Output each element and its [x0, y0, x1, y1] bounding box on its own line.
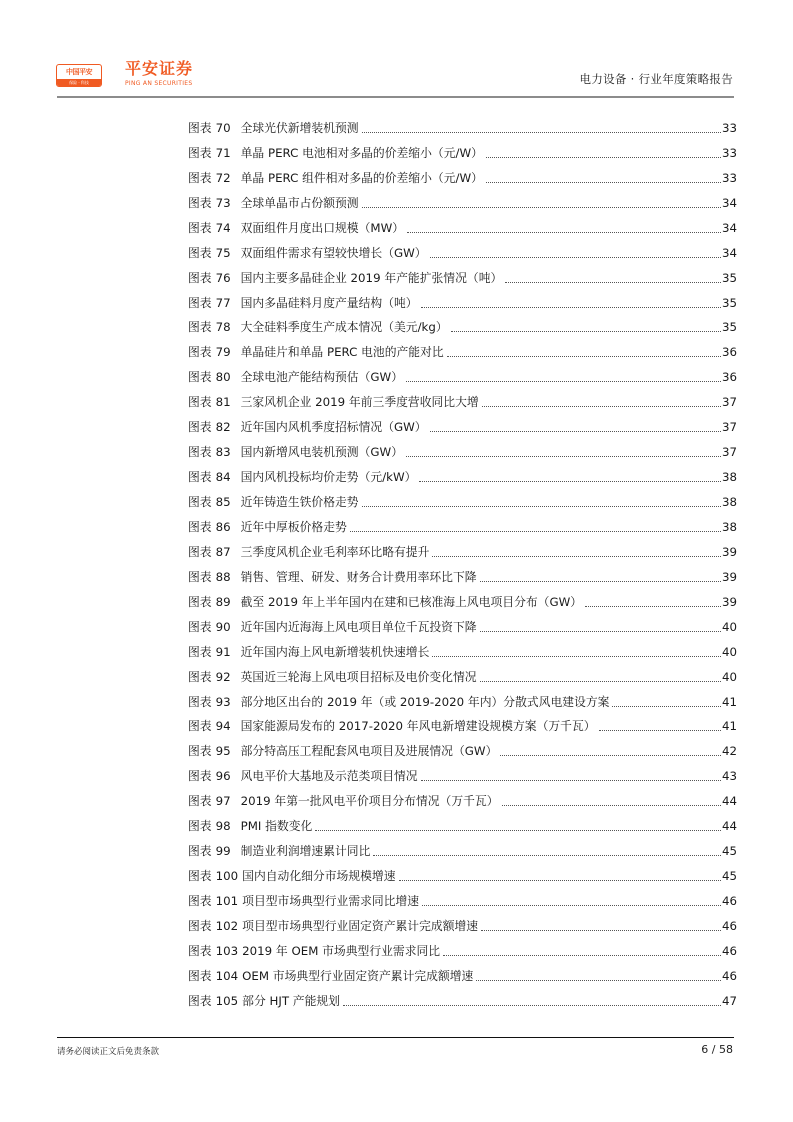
dot-leader: [343, 1004, 721, 1006]
toc-entry-title: 全球光伏新增装机预测: [240, 120, 359, 135]
dot-leader: [480, 630, 721, 632]
toc-entry-label: 图表: [188, 495, 212, 509]
dot-leader: [407, 231, 721, 233]
toc-entry-title: 英国近三轮海上风电项目招标及电价变化情况: [240, 669, 477, 684]
toc-entry-label: 图表: [188, 943, 212, 958]
toc-entry-title: 近年铸造生铁价格走势: [240, 495, 359, 509]
toc-entry[interactable]: [188, 687, 737, 712]
dot-leader: [505, 281, 721, 283]
toc-entry-label: 图表: [188, 844, 212, 859]
toc-entry-title: 全球单晶市占份额预测: [240, 195, 359, 210]
dot-leader: [612, 705, 721, 707]
toc-entry[interactable]: [188, 761, 737, 786]
toc-entry-number: 105: [215, 993, 239, 1008]
toc-entry[interactable]: [188, 288, 737, 313]
toc-entry-title: 近年中厚板价格走势: [240, 519, 347, 534]
toc-entry-page: 45: [721, 869, 737, 884]
toc-entry[interactable]: [188, 562, 737, 587]
toc-entry-title: 部分 HJT 产能规划: [242, 993, 340, 1008]
toc-entry-number: 83: [215, 445, 231, 460]
toc-entry-label: 图表: [188, 594, 212, 609]
toc-entry-title: 单晶 PERC 电池相对多晶的价差缩小（元/W）: [240, 145, 483, 160]
toc-entry[interactable]: [188, 263, 737, 288]
toc-entry-title: 项目型市场典型行业需求同比增速: [242, 894, 420, 908]
dot-leader: [362, 206, 721, 208]
toc-entry-page: 35: [721, 295, 737, 310]
toc-entry[interactable]: [188, 736, 737, 761]
toc-entry-label: 图表: [188, 295, 212, 310]
toc-entry-number: 75: [215, 245, 231, 260]
toc-entry[interactable]: [188, 362, 737, 387]
toc-entry-number: 84: [215, 470, 231, 485]
toc-entry-label: 图表: [188, 894, 212, 908]
dot-leader: [482, 405, 721, 407]
toc-entry-title: 近年国内风机季度招标情况（GW）: [240, 420, 427, 435]
toc-entry-number: 102: [215, 918, 239, 933]
toc-entry[interactable]: [188, 911, 737, 936]
dot-leader: [480, 580, 721, 582]
toc-entry-page: 41: [721, 719, 737, 734]
toc-entry-page: 39: [721, 544, 737, 559]
toc-entry[interactable]: [188, 487, 737, 512]
toc-entry-label: 图表: [188, 245, 212, 260]
toc-entry-label: 图表: [188, 869, 212, 884]
toc-entry[interactable]: [188, 836, 737, 861]
toc-entry-number: 77: [215, 295, 231, 310]
toc-entry[interactable]: [188, 662, 737, 687]
toc-entry-title: 国家能源局发布的 2017-2020 年风电新增建设规模方案（万千瓦）: [240, 719, 596, 734]
toc-entry-number: 95: [215, 744, 231, 759]
toc-entry-number: 79: [215, 345, 231, 360]
toc-entry-page: 37: [721, 420, 737, 435]
toc-entry[interactable]: [188, 861, 737, 886]
toc-entry-label: 图表: [188, 794, 212, 809]
toc-entry-page: 47: [721, 993, 737, 1008]
dot-leader: [430, 430, 721, 432]
toc-entry-title: 国内新增风电装机预测（GW）: [240, 445, 403, 460]
dot-leader: [399, 879, 721, 881]
toc-entry-number: 98: [215, 819, 231, 834]
toc-entry[interactable]: [188, 886, 737, 911]
dot-leader: [406, 380, 721, 382]
dot-leader: [447, 355, 721, 357]
toc-entry-page: 33: [721, 170, 737, 185]
toc-entry-title: 单晶硅片和单晶 PERC 电池的产能对比: [240, 345, 444, 360]
report-title: 电力设备 · 行业年度策略报告: [579, 72, 733, 86]
toc-entry-title: 2019 年 OEM 市场典型行业需求同比: [242, 943, 441, 958]
toc-entry-page: 46: [721, 918, 737, 933]
toc-entry-label: 图表: [188, 619, 212, 634]
toc-entry-label: 图表: [188, 569, 212, 584]
toc-entry-label: 图表: [188, 769, 212, 784]
toc-entry-page: 44: [721, 819, 737, 834]
toc-entry-label: 图表: [188, 519, 212, 534]
toc-entry-label: 图表: [188, 170, 212, 185]
toc-entry-label: 图表: [188, 993, 212, 1008]
toc-entry-page: 33: [721, 120, 737, 135]
toc-entry-title: 全球电池产能结构预估（GW）: [240, 370, 403, 385]
toc-entry-page: 34: [721, 220, 737, 235]
dot-leader: [599, 729, 721, 731]
dot-leader: [362, 505, 721, 507]
brand-name-en: PING AN SECURITIES: [125, 80, 193, 87]
brand-logo: [125, 60, 193, 88]
pingan-logo-mark: [56, 64, 102, 87]
figure-list: [188, 113, 737, 1011]
toc-entry-label: 图表: [188, 320, 212, 335]
toc-entry-page: 46: [721, 894, 737, 908]
toc-entry-page: 37: [721, 445, 737, 460]
toc-entry-label: 图表: [188, 918, 212, 933]
toc-entry[interactable]: [188, 313, 737, 338]
toc-entry-title: 双面组件月度出口规模（MW）: [240, 220, 405, 235]
toc-entry-label: 图表: [188, 744, 212, 759]
toc-entry-page: 43: [721, 769, 737, 784]
toc-entry[interactable]: [188, 811, 737, 836]
dot-leader: [443, 954, 721, 956]
toc-entry[interactable]: [188, 138, 737, 163]
toc-entry-page: 42: [721, 744, 737, 759]
toc-entry-number: 96: [215, 769, 231, 784]
toc-entry-page: 40: [721, 619, 737, 634]
toc-entry-label: 图表: [188, 395, 212, 410]
toc-entry-number: 85: [215, 495, 231, 509]
toc-entry-title: PMI 指数变化: [240, 819, 313, 834]
dot-leader: [422, 904, 721, 906]
toc-entry[interactable]: [188, 537, 737, 562]
toc-entry-page: 35: [721, 320, 737, 335]
toc-entry-label: 图表: [188, 220, 212, 235]
dot-leader: [421, 779, 721, 781]
toc-entry-label: 图表: [188, 370, 212, 385]
toc-entry[interactable]: [188, 387, 737, 412]
toc-entry-label: 图表: [188, 195, 212, 210]
toc-entry[interactable]: [188, 337, 737, 362]
toc-entry-page: 39: [721, 594, 737, 609]
toc-entry-title: 双面组件需求有望较快增长（GW）: [240, 245, 427, 260]
toc-entry-label: 图表: [188, 819, 212, 834]
dot-leader: [502, 804, 721, 806]
toc-entry-label: 图表: [188, 420, 212, 435]
toc-entry-title: 国内主要多晶硅企业 2019 年产能扩张情况（吨）: [240, 270, 503, 285]
toc-entry-number: 78: [215, 320, 231, 335]
toc-entry-number: 82: [215, 420, 231, 435]
toc-entry-label: 图表: [188, 719, 212, 734]
toc-entry-number: 101: [215, 894, 239, 908]
toc-entry-number: 86: [215, 519, 231, 534]
dot-leader: [486, 181, 721, 183]
toc-entry[interactable]: [188, 986, 737, 1011]
toc-entry[interactable]: [188, 188, 737, 213]
toc-entry[interactable]: [188, 238, 737, 263]
toc-entry-title: 2019 年第一批风电平价项目分布情况（万千瓦）: [240, 794, 499, 809]
toc-entry-number: 87: [215, 544, 231, 559]
toc-entry-label: 图表: [188, 694, 212, 709]
toc-entry-label: 图表: [188, 120, 212, 135]
dot-leader: [432, 555, 721, 557]
toc-entry-number: 91: [215, 644, 231, 659]
toc-entry-number: 71: [215, 145, 231, 160]
toc-entry-page: 45: [721, 844, 737, 859]
toc-entry-page: 33: [721, 145, 737, 160]
toc-entry-page: 40: [721, 644, 737, 659]
toc-entry-title: 销售、管理、研发、财务合计费用率环比下降: [240, 569, 477, 584]
dot-leader: [451, 330, 721, 332]
toc-entry-label: 图表: [188, 968, 212, 983]
toc-entry-label: 图表: [188, 145, 212, 160]
toc-entry-page: 38: [721, 495, 737, 509]
toc-entry-number: 72: [215, 170, 231, 185]
dot-leader: [500, 754, 721, 756]
toc-entry-page: 46: [721, 968, 737, 983]
dot-leader: [486, 156, 721, 158]
toc-entry-title: 部分特高压工程配套风电项目及进展情况（GW）: [240, 744, 498, 759]
dot-leader: [373, 854, 721, 856]
toc-entry-label: 图表: [188, 270, 212, 285]
toc-entry-number: 93: [215, 694, 231, 709]
toc-entry-number: 99: [215, 844, 231, 859]
toc-entry-page: 35: [721, 270, 737, 285]
toc-entry-number: 88: [215, 569, 231, 584]
dot-leader: [350, 530, 721, 532]
toc-entry-number: 76: [215, 270, 231, 285]
toc-entry[interactable]: [188, 612, 737, 637]
toc-entry-title: 风电平价大基地及示范类项目情况: [240, 769, 418, 784]
toc-entry[interactable]: [188, 412, 737, 437]
toc-entry-number: 100: [215, 869, 239, 884]
toc-entry-title: 国内多晶硅料月度产量结构（吨）: [240, 295, 418, 310]
brand-name-cn: 平安证券: [125, 59, 194, 78]
toc-entry-page: 37: [721, 395, 737, 410]
toc-entry-label: 图表: [188, 445, 212, 460]
logo-mark-bottom-text: 保险 · 科技: [57, 79, 101, 86]
toc-entry-page: 34: [721, 245, 737, 260]
toc-entry-page: 36: [721, 345, 737, 360]
toc-entry-label: 图表: [188, 669, 212, 684]
toc-entry-page: 41: [721, 694, 737, 709]
toc-entry-label: 图表: [188, 644, 212, 659]
toc-entry-title: OEM 市场典型行业固定资产累计完成额增速: [242, 968, 474, 983]
dot-leader: [585, 605, 721, 607]
toc-entry-page: 40: [721, 669, 737, 684]
toc-entry-label: 图表: [188, 345, 212, 360]
logo-mark-top-text: 中国平安: [66, 68, 92, 76]
page-indicator: 6 / 58: [701, 1043, 733, 1056]
toc-entry-title: 单晶 PERC 组件相对多晶的价差缩小（元/W）: [240, 170, 483, 185]
toc-entry-label: 图表: [188, 470, 212, 485]
toc-entry[interactable]: [188, 462, 737, 487]
toc-entry-page: 39: [721, 569, 737, 584]
dot-leader: [406, 455, 721, 457]
toc-entry-number: 74: [215, 220, 231, 235]
toc-entry-page: 38: [721, 519, 737, 534]
toc-entry[interactable]: [188, 712, 737, 737]
toc-entry-number: 73: [215, 195, 231, 210]
toc-entry-number: 92: [215, 669, 231, 684]
toc-entry[interactable]: [188, 512, 737, 537]
toc-entry[interactable]: [188, 936, 737, 961]
toc-entry-title: 截至 2019 年上半年国内在建和已核准海上风电项目分布（GW）: [240, 594, 583, 609]
dot-leader: [481, 929, 721, 931]
page-header: [0, 0, 793, 100]
toc-entry-number: 97: [215, 794, 231, 809]
toc-entry-title: 部分地区出台的 2019 年（或 2019-2020 年内）分散式风电建设方案: [240, 694, 610, 709]
toc-entry[interactable]: [188, 587, 737, 612]
toc-entry-title: 国内自动化细分市场规模增速: [242, 869, 396, 884]
toc-entry[interactable]: [188, 786, 737, 811]
toc-entry-title: 大全硅料季度生产成本情况（美元/kg）: [240, 320, 448, 335]
toc-entry-title: 三家风机企业 2019 年前三季度营收同比大增: [240, 395, 479, 410]
toc-entry-number: 81: [215, 395, 231, 410]
toc-entry[interactable]: [188, 113, 737, 138]
toc-entry-number: 80: [215, 370, 231, 385]
toc-entry-number: 90: [215, 619, 231, 634]
toc-entry[interactable]: [188, 437, 737, 462]
dot-leader: [432, 655, 721, 657]
dot-leader: [315, 829, 721, 831]
dot-leader: [421, 306, 721, 308]
dot-leader: [476, 979, 721, 981]
toc-entry-page: 34: [721, 195, 737, 210]
toc-entry-title: 项目型市场典型行业固定资产累计完成额增速: [242, 918, 479, 933]
toc-entry-title: 近年国内近海海上风电项目单位千瓦投资下降: [240, 619, 477, 634]
dot-leader: [362, 131, 721, 133]
toc-entry-number: 70: [215, 120, 231, 135]
toc-entry[interactable]: [188, 213, 737, 238]
toc-entry-label: 图表: [188, 544, 212, 559]
dot-leader: [480, 680, 721, 682]
toc-entry-page: 36: [721, 370, 737, 385]
toc-entry-page: 46: [721, 943, 737, 958]
toc-entry[interactable]: [188, 961, 737, 986]
toc-entry-page: 38: [721, 470, 737, 485]
toc-entry-number: 104: [215, 968, 239, 983]
toc-entry-title: 制造业利润增速累计同比: [240, 844, 371, 859]
footer-disclaimer: 请务必阅读正文后免责条款: [57, 1047, 160, 1057]
toc-entry-number: 94: [215, 719, 231, 734]
header-divider: [57, 96, 734, 98]
dot-leader: [419, 480, 721, 482]
dot-leader: [430, 256, 721, 258]
footer-divider: [57, 1037, 734, 1038]
toc-entry-title: 近年国内海上风电新增装机快速增长: [240, 644, 430, 659]
toc-entry-title: 国内风机投标均价走势（元/kW）: [240, 470, 417, 485]
toc-entry-number: 89: [215, 594, 231, 609]
toc-entry[interactable]: [188, 163, 737, 188]
toc-entry-page: 44: [721, 794, 737, 809]
toc-entry-title: 三季度风机企业毛利率环比略有提升: [240, 544, 430, 559]
toc-entry-number: 103: [215, 943, 239, 958]
toc-entry[interactable]: [188, 637, 737, 662]
